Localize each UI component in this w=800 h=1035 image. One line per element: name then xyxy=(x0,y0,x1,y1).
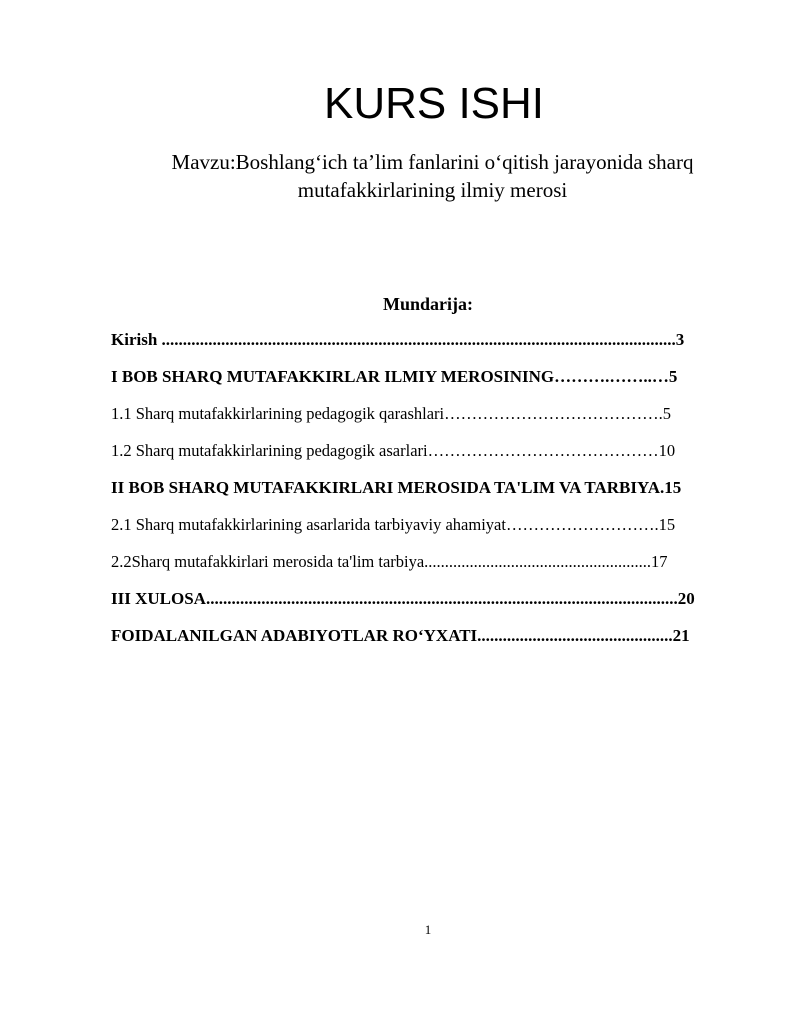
toc-entry-chapter-1: I BOB SHARQ MUTAFAKKIRLAR ILMIY MEROSINING……….……..…5 xyxy=(111,367,678,386)
page-number: 1 xyxy=(424,922,432,937)
toc-entry-section-1-1: 1.1 Sharq mutafakkirlarining pedagogik qarashlari………………………………….5 xyxy=(111,404,671,423)
toc-entry-references: FOIDALANILGAN ADABIYOTLAR RO‘YXATI..............................................21 xyxy=(111,626,690,645)
toc-entry-section-1-2: 1.2 Sharq mutafakkirlarining pedagogik asarlari……………………………………10 xyxy=(111,441,676,460)
toc-entry-kirish: Kirish .........................................................................................................................3 xyxy=(111,330,685,349)
document-subtitle: Mavzu:Boshlang‘ich ta’lim fanlarini o‘qitish jarayonida sharq mutafakkirlarining ilmiy merosi xyxy=(171,150,694,202)
toc-entry-section-2-1: 2.1 Sharq mutafakkirlarining asarlarida tarbiyaviy ahamiyat……………………….15 xyxy=(111,515,676,534)
toc-entry-section-2-2: 2.2Sharq mutafakkirlari merosida ta'lim tarbiya.......................................................17 xyxy=(111,552,668,571)
toc-heading: Mundarija: xyxy=(383,294,473,314)
document-title: KURS ISHI xyxy=(323,79,545,128)
toc-entry-chapter-2: II BOB SHARQ MUTAFAKKIRLARI MEROSIDA TA'LIM VA TARBIYA.15 xyxy=(111,478,682,497)
toc-entry-conclusion: III XULOSA...............................................................................................................20 xyxy=(111,589,695,608)
